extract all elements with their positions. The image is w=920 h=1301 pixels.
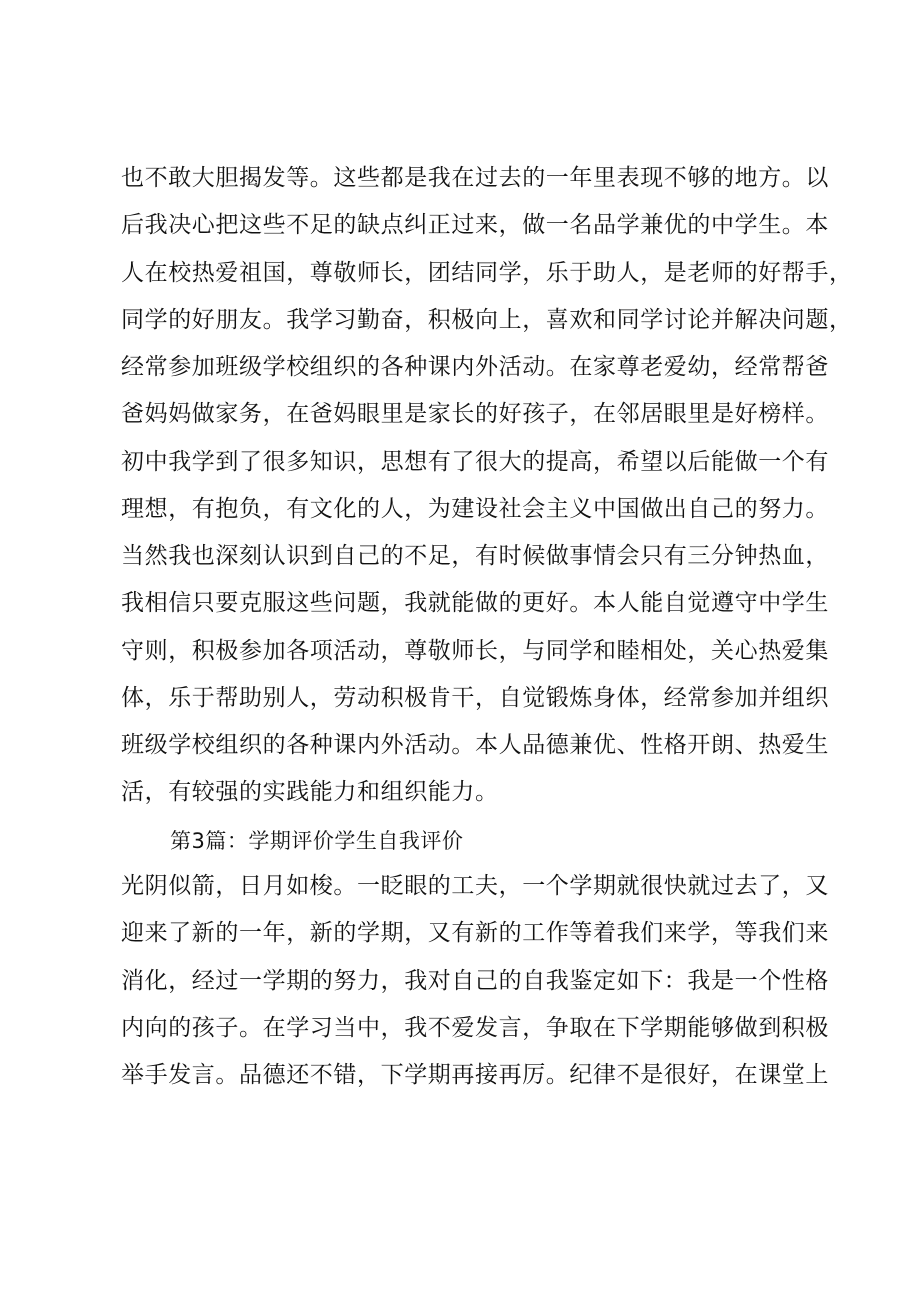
paragraph-line: 体，乐于帮助别人，劳动积极肯干，自觉锻炼身体，经常参加并组织 [121, 685, 829, 711]
paragraph-line: 理想，有抱负，有文化的人，为建设社会主义中国做出自己的努力。 [121, 496, 829, 522]
paragraph-line: 举手发言。品德还不错，下学期再接再厉。纪律不是很好，在课堂上 [121, 1062, 829, 1088]
paragraph-line: 初中我学到了很多知识，思想有了很大的提高，希望以后能做一个有 [121, 449, 829, 475]
paragraph-line: 守则，积极参加各项活动，尊敬师长，与同学和睦相处，关心热爱集 [121, 638, 829, 664]
paragraph-line: 迎来了新的一年，新的学期，又有新的工作等着我们来学，等我们来 [121, 920, 829, 946]
paragraph-line: 光阴似箭，日月如梭。一眨眼的工夫，一个学期就很快就过去了，又 [121, 873, 829, 899]
paragraph-line: 当然我也深刻认识到自己的不足，有时候做事情会只有三分钟热血， [121, 543, 829, 569]
paragraph-line: 消化，经过一学期的努力，我对自己的自我鉴定如下：我是一个性格 [121, 968, 829, 994]
paragraph-line: 班级学校组织的各种课内外活动。本人品德兼优、性格开朗、热爱生 [121, 732, 829, 758]
paragraph-line: 经常参加班级学校组织的各种课内外活动。在家尊老爱幼，经常帮爸 [121, 354, 829, 380]
paragraph-line: 后我决心把这些不足的缺点纠正过来，做一名品学兼优的中学生。本 [121, 212, 829, 238]
paragraph-line: 我相信只要克服这些问题，我就能做的更好。本人能自觉遵守中学生 [121, 590, 829, 616]
section-heading: 第3篇：学期评价学生自我评价 [170, 829, 464, 853]
paragraph-line: 同学的好朋友。我学习勤奋，积极向上，喜欢和同学讨论并解决问题， [121, 307, 853, 333]
paragraph-line: 也不敢大胆揭发等。这些都是我在过去的一年里表现不够的地方。以 [121, 165, 829, 191]
paragraph-line: 内向的孩子。在学习当中，我不爱发言，争取在下学期能够做到积极 [121, 1015, 829, 1041]
paragraph-line: 爸妈妈做家务，在爸妈眼里是家长的好孩子，在邻居眼里是好榜样。 [121, 401, 829, 427]
paragraph-line: 人在校热爱祖国，尊敬师长，团结同学，乐于助人，是老师的好帮手， [121, 260, 853, 286]
paragraph-line: 活，有较强的实践能力和组织能力。 [121, 779, 499, 805]
